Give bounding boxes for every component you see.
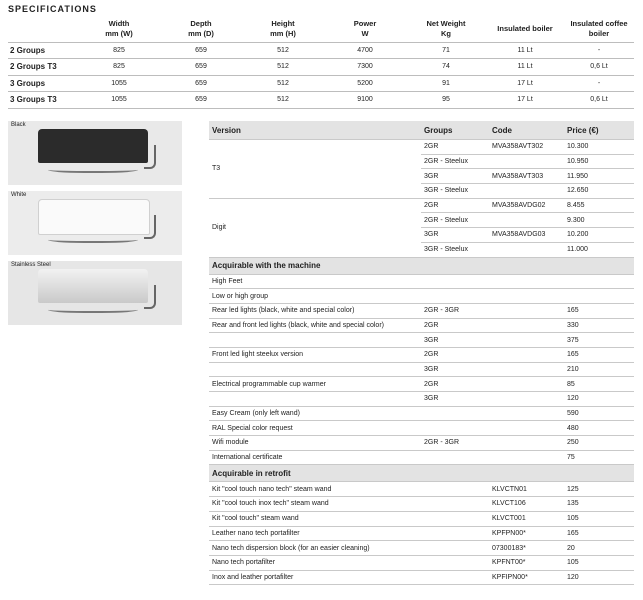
spec-header — [8, 16, 78, 42]
option-cell: 165 — [567, 307, 579, 315]
spec-cell: 17 Lt — [517, 79, 533, 87]
option-cell: Inox and leather portafilter — [212, 573, 294, 581]
option-cell: 165 — [567, 351, 579, 359]
photo-white — [8, 191, 182, 255]
spec-cell: 825 — [113, 46, 125, 54]
price-header: Code — [489, 121, 564, 140]
option-cell: 330 — [567, 321, 579, 329]
option-row — [209, 421, 634, 436]
option-cell: 07300183* — [492, 544, 526, 552]
option-cell — [489, 377, 564, 392]
option-cell: Rear and front led lights (black, white and special color) — [212, 321, 384, 329]
option-cell — [421, 526, 489, 541]
version-cell: MVA358AVT303 — [492, 172, 544, 180]
option-cell — [421, 482, 489, 497]
option-row — [209, 436, 634, 451]
spec-cell: 1055 — [111, 79, 127, 87]
spec-cell: 0,6 Lt — [590, 96, 608, 104]
option-cell: 210 — [567, 365, 579, 373]
option-cell: 125 — [567, 485, 579, 493]
version-cell: MVA358AVT302 — [492, 143, 544, 151]
spec-cell: 9100 — [357, 96, 373, 104]
spec-header: Net Weight Kg — [426, 18, 466, 38]
spec-row-label: 2 Groups — [10, 45, 46, 55]
option-cell: 20 — [567, 544, 575, 552]
option-cell: Nano tech dispersion block (for an easier cleaning) — [212, 544, 370, 552]
option-cell: KLVCT001 — [492, 515, 526, 523]
option-cell: Leather nano tech portafilter — [212, 529, 300, 537]
option-cell — [489, 303, 564, 318]
specifications-table — [8, 16, 634, 109]
section-header — [209, 257, 634, 274]
version-cell: 10.200 — [567, 231, 589, 239]
option-row — [209, 497, 634, 512]
option-cell: KLVCTN01 — [492, 485, 527, 493]
option-row — [209, 362, 634, 377]
option-row — [209, 392, 634, 407]
spec-cell: 659 — [195, 46, 207, 54]
spec-row — [8, 92, 634, 109]
option-cell — [489, 274, 564, 289]
option-cell: Low or high group — [212, 292, 269, 300]
version-cell — [489, 213, 564, 228]
option-cell — [421, 497, 489, 512]
spec-row-label: 3 Groups T3 — [10, 95, 57, 105]
option-cell: 590 — [567, 410, 579, 418]
version-cell: 12.650 — [567, 187, 589, 195]
spec-cell: 659 — [195, 79, 207, 87]
option-cell: High Feet — [212, 277, 243, 285]
option-cell — [564, 274, 634, 289]
section-title: Acquirable in retrofit — [209, 465, 634, 482]
option-row — [209, 289, 634, 304]
spec-header: Insulated coffee boiler — [570, 18, 628, 38]
option-row — [209, 450, 634, 465]
photo-label: Stainless Steel — [11, 262, 51, 268]
photo-label: White — [11, 192, 27, 198]
option-cell: RAL Special color request — [212, 424, 293, 432]
option-cell — [489, 436, 564, 451]
spec-cell: 4700 — [357, 46, 373, 54]
option-cell: 480 — [567, 424, 579, 432]
machine-steel-image — [38, 269, 148, 303]
option-cell: KLVCT106 — [492, 500, 526, 508]
option-cell: KPFPN00* — [492, 529, 526, 537]
option-cell — [564, 289, 634, 304]
spec-cell: - — [597, 79, 601, 87]
option-cell: Wifi module — [212, 439, 249, 447]
option-cell: 2GR — [424, 321, 439, 329]
version-cell: 2GR — [424, 202, 439, 210]
option-cell — [421, 570, 489, 585]
spec-header: Insulated boiler — [497, 23, 553, 33]
version-cell: 3GR — [424, 172, 439, 180]
version-name: T3 — [212, 165, 221, 173]
version-cell: 10.950 — [567, 158, 589, 166]
spec-cell: 11 Lt — [517, 63, 533, 71]
option-cell: Kit "cool touch inox tech" steam wand — [212, 500, 329, 508]
option-row — [209, 570, 634, 585]
option-cell — [421, 511, 489, 526]
option-cell — [489, 333, 564, 348]
version-row — [209, 140, 634, 155]
version-row — [209, 198, 634, 213]
version-cell: 2GR - Steelux — [424, 216, 468, 224]
option-cell: 85 — [567, 380, 575, 388]
option-cell: 2GR — [424, 380, 439, 388]
version-cell: MVA358AVDG02 — [492, 202, 546, 210]
version-name: Digit — [212, 224, 227, 232]
option-cell: 250 — [567, 439, 579, 447]
option-cell: 120 — [567, 573, 579, 581]
price-header: Price (€) — [564, 121, 634, 140]
option-cell: 165 — [567, 529, 579, 537]
option-cell — [489, 406, 564, 421]
spec-row — [8, 42, 634, 59]
option-row — [209, 333, 634, 348]
version-cell — [489, 184, 564, 199]
option-cell — [421, 406, 489, 421]
spec-row — [8, 59, 634, 76]
price-header: Version — [209, 121, 421, 140]
option-cell — [209, 392, 421, 407]
option-cell — [421, 421, 489, 436]
option-row — [209, 511, 634, 526]
option-cell: 2GR - 3GR — [424, 307, 460, 315]
option-row — [209, 406, 634, 421]
version-cell: 3GR — [424, 231, 439, 239]
option-cell: Easy Cream (only left wand) — [212, 410, 300, 418]
spec-header: Power W — [353, 18, 377, 38]
spec-cell: 1055 — [111, 96, 127, 104]
option-cell: 3GR — [424, 336, 439, 344]
option-cell — [421, 555, 489, 570]
option-cell — [489, 347, 564, 362]
option-row — [209, 347, 634, 362]
spec-header: Width mm (W) — [105, 18, 133, 38]
option-cell: 375 — [567, 336, 579, 344]
spec-header: Depth mm (D) — [188, 18, 214, 38]
section-header — [209, 465, 634, 482]
option-cell — [489, 450, 564, 465]
option-cell: 2GR — [424, 351, 439, 359]
option-cell: 105 — [567, 559, 579, 567]
option-cell — [421, 289, 489, 304]
option-cell: 75 — [567, 454, 575, 462]
option-cell: Kit "cool touch" steam wand — [212, 515, 299, 523]
spec-row — [8, 75, 634, 92]
option-cell: Electrical programmable cup warmer — [212, 380, 326, 388]
spec-cell: 512 — [277, 46, 289, 54]
option-cell — [209, 362, 421, 377]
spec-cell: 11 Lt — [517, 46, 533, 54]
spec-row-label: 2 Groups T3 — [10, 62, 57, 72]
spec-cell: 5200 — [357, 79, 373, 87]
option-row — [209, 274, 634, 289]
version-cell: 10.300 — [567, 143, 589, 151]
option-cell — [209, 333, 421, 348]
option-cell: 2GR - 3GR — [424, 439, 460, 447]
version-cell: 9.300 — [567, 216, 585, 224]
option-cell: 105 — [567, 515, 579, 523]
version-cell: 3GR - Steelux — [424, 187, 468, 195]
version-cell: 2GR — [424, 143, 439, 151]
spec-cell: 95 — [442, 96, 450, 104]
price-table — [209, 121, 634, 585]
option-cell: KPFNT00* — [492, 559, 526, 567]
spec-cell: 91 — [442, 79, 450, 87]
version-cell: 3GR - Steelux — [424, 246, 468, 254]
photo-stainless — [8, 261, 182, 325]
option-cell: 3GR — [424, 365, 439, 373]
machine-black-image — [38, 129, 148, 163]
photo-black — [8, 121, 182, 185]
option-cell — [421, 274, 489, 289]
option-cell: Rear led lights (black, white and special color) — [212, 307, 355, 315]
option-cell — [489, 289, 564, 304]
section-title: Acquirable with the machine — [209, 257, 634, 274]
option-row — [209, 526, 634, 541]
option-cell: 120 — [567, 395, 579, 403]
spec-cell: 512 — [277, 63, 289, 71]
version-cell: 11.950 — [567, 172, 588, 180]
option-cell: International certificate — [212, 454, 283, 462]
option-cell — [489, 421, 564, 436]
spec-cell: 825 — [113, 63, 125, 71]
option-cell: Front led light steelux version — [212, 351, 304, 359]
option-cell — [489, 392, 564, 407]
option-cell: Nano tech portafilter — [212, 559, 276, 567]
spec-cell: 512 — [277, 79, 289, 87]
price-header-row — [209, 121, 634, 140]
spec-cell: 7300 — [357, 63, 373, 71]
version-cell: 11.000 — [567, 246, 588, 254]
option-row — [209, 555, 634, 570]
option-cell — [489, 362, 564, 377]
option-row — [209, 541, 634, 556]
spec-cell: 17 Lt — [517, 96, 533, 104]
version-cell — [489, 154, 564, 169]
spec-row-label: 3 Groups — [10, 78, 46, 88]
version-cell: 8.455 — [567, 202, 585, 210]
version-cell: MVA358AVDG03 — [492, 231, 546, 239]
version-cell: 2GR - Steelux — [424, 158, 468, 166]
option-cell: KPFIPN00* — [492, 573, 528, 581]
option-row — [209, 482, 634, 497]
machine-white-image — [38, 199, 150, 235]
option-cell: 3GR — [424, 395, 439, 403]
spec-cell: 659 — [195, 63, 207, 71]
option-cell — [421, 450, 489, 465]
option-cell — [421, 541, 489, 556]
spec-cell: 71 — [442, 46, 450, 54]
option-row — [209, 318, 634, 333]
spec-cell: - — [597, 46, 601, 54]
option-cell: Kit "cool touch nano tech" steam wand — [212, 485, 332, 493]
page-title: SPECIFICATIONS — [8, 4, 97, 14]
spec-cell: 0,6 Lt — [590, 63, 608, 71]
option-row — [209, 377, 634, 392]
option-row — [209, 303, 634, 318]
option-cell — [489, 318, 564, 333]
option-cell: 135 — [567, 500, 579, 508]
version-cell — [489, 242, 564, 257]
price-header: Groups — [421, 121, 489, 140]
spec-cell: 74 — [442, 63, 450, 71]
photo-label: Black — [11, 122, 26, 128]
spec-header: Height mm (H) — [270, 18, 296, 38]
spec-cell: 659 — [195, 96, 207, 104]
spec-cell: 512 — [277, 96, 289, 104]
